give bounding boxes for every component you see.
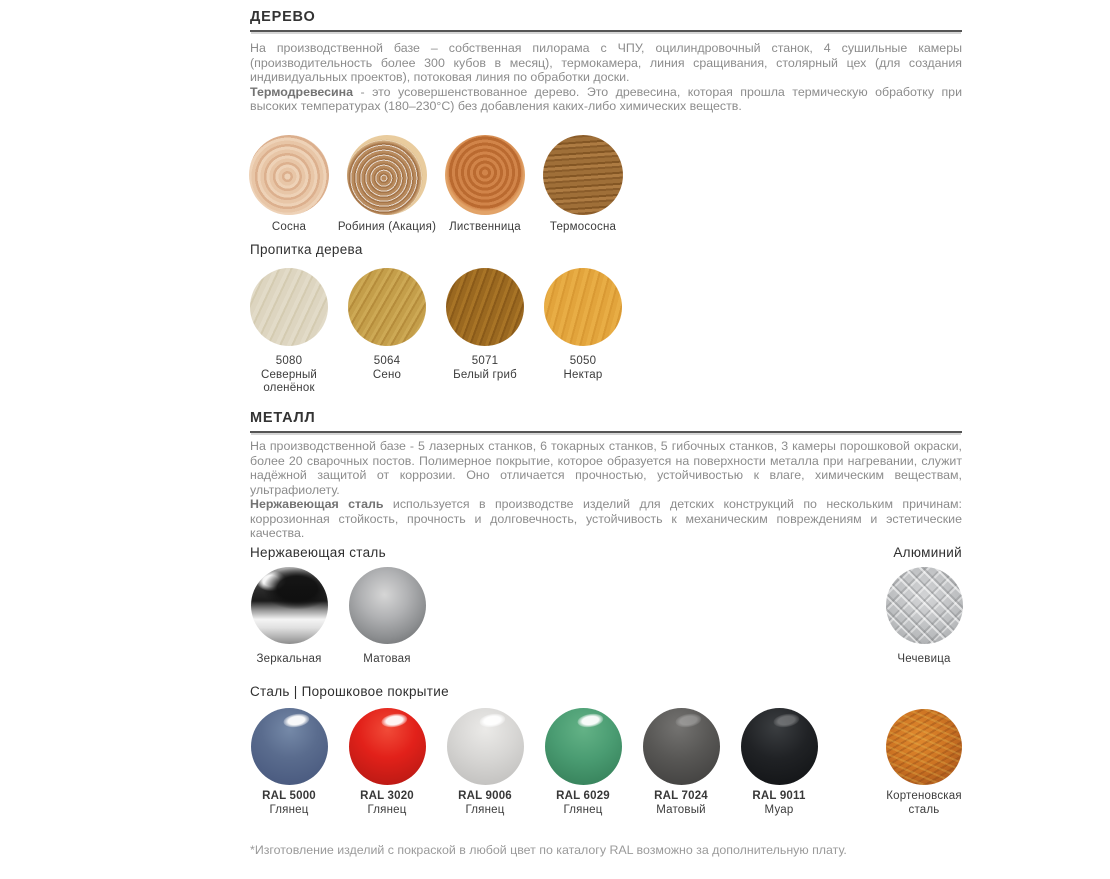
ral3020-image — [349, 708, 426, 785]
wood-intro-paragraph — [250, 41, 962, 85]
robinia-wood-image — [347, 135, 427, 215]
impregnation-code: 5071 — [471, 355, 499, 367]
powder-swatch-corten — [864, 709, 984, 817]
swatch-label: Зеркальная — [256, 653, 322, 665]
stainless-paragraph — [250, 497, 962, 541]
stainless-swatch-matte — [327, 567, 447, 667]
ral-code: RAL 3020 — [360, 790, 414, 802]
swatch-label — [523, 355, 643, 382]
ral-finish: Глянец — [269, 803, 309, 816]
impregnation-code: 5064 — [373, 355, 401, 367]
mirror-steel-image — [251, 567, 328, 644]
ral5000-image — [251, 708, 328, 785]
impregnation-name: Нектар — [563, 368, 603, 381]
impregnation-5050-image — [544, 268, 622, 346]
thermowood-paragraph — [250, 85, 962, 114]
metal-intro-text: На производственной базе - 5 лазерных станков, 6 токарных станков, 5 гибочных станков, 3 камеры порошковой окраски, более 20 сварочных постов. Полимерное покрытие, которое образуется на поверхности металла при нагревании, служит надёжной защитой от коррозии. Оно отличается прочностью, устойчивостью к влаге, химическим веществам, ультрафиолету. — [250, 439, 962, 497]
impregnation-5071-image — [446, 268, 524, 346]
ral-finish: Глянец — [465, 803, 505, 816]
thermowood-text: - это усовершенствованное дерево. Это древесина, которая прошла термическую обработку при высоких температурах (180–230°С) без добавления каких-либо химических веществ. — [250, 84, 962, 113]
stainless-title: Нержавеющая сталь — [250, 545, 386, 560]
ral-code: RAL 9006 — [458, 790, 512, 802]
ral-footnote: *Изготовление изделий с покраской в любой цвет по каталогу RAL возможно за дополнительную плату. — [250, 843, 847, 857]
wood-section-text — [250, 41, 962, 114]
impregnation-name: Белый гриб — [453, 368, 517, 381]
swatch-label: Чечевица — [897, 653, 951, 665]
ral-code: RAL 6029 — [556, 790, 610, 802]
swatch-label: Сосна — [271, 221, 307, 233]
ral-code: RAL 9011 — [752, 790, 806, 802]
ral-code: RAL 7024 — [654, 790, 708, 802]
larch-wood-image — [445, 135, 525, 215]
stainless-term: Нержавеющая сталь — [250, 497, 384, 511]
wood-intro-text: На производственной базе – собственная пилорама с ЧПУ, оцилиндровочный станок, 4 сушильные камеры (производительность более 300 кубов в месяц), термокамера, линия сращивания, столярный цех (для создания индивидуальных проектов), потоковая линия по обработки доски. — [250, 41, 962, 84]
corten-label-line2: сталь — [908, 803, 940, 816]
metal-intro-paragraph — [250, 439, 962, 497]
swatch-label: Лиственница — [449, 221, 521, 233]
ral6029-image — [545, 708, 622, 785]
metal-section-title: МЕТАЛЛ — [250, 409, 962, 433]
ral9011-image — [741, 708, 818, 785]
pine-wood-image — [249, 135, 329, 215]
ral-finish: Глянец — [563, 803, 603, 816]
impregnation-code: 5080 — [275, 355, 303, 367]
swatch-label — [719, 790, 839, 817]
checker-plate-image — [886, 567, 963, 644]
impregnation-name: Сено — [372, 368, 402, 381]
ral-code: RAL 5000 — [262, 790, 316, 802]
wood-section-title: ДЕРЕВО — [250, 8, 962, 32]
wood-swatch-thermopine — [523, 135, 643, 235]
impregnation-name: Северный оленёнок — [260, 368, 318, 394]
ral9006-image — [447, 708, 524, 785]
impregnation-5080-image — [250, 268, 328, 346]
thermowood-term: Термодревесина — [250, 84, 354, 99]
powder-title: Сталь | Порошковое покрытие — [250, 684, 449, 699]
aluminum-title: Алюминий — [893, 545, 962, 560]
corten-steel-image — [886, 709, 962, 785]
metal-section-text — [250, 439, 962, 541]
stainless-text: используется в производстве изделий для детских конструкций по нескольким причинам: коррозионная стойкость, прочность и долговечность, устойчивость к механическим повреждениям и эстетические качества. — [250, 497, 962, 540]
ral-finish: Матовый — [656, 803, 706, 816]
impregnation-title: Пропитка дерева — [250, 242, 363, 257]
aluminum-swatch-checker — [864, 567, 984, 667]
swatch-label: Робиния (Акация) — [337, 221, 437, 233]
impregnation-code: 5050 — [569, 355, 597, 367]
impregnation-5064-image — [348, 268, 426, 346]
ral-finish: Глянец — [367, 803, 407, 816]
ral-finish: Муар — [764, 803, 794, 816]
ral7024-image — [643, 708, 720, 785]
corten-label-line1: Кортеновская — [886, 790, 962, 802]
impregnation-swatch-5050 — [523, 268, 643, 382]
swatch-label — [864, 790, 984, 817]
swatch-label: Термососна — [549, 221, 617, 233]
thermopine-wood-image — [543, 135, 623, 215]
matte-steel-image — [349, 567, 426, 644]
powder-swatch-ral9011 — [719, 708, 839, 817]
swatch-label: Матовая — [363, 653, 411, 665]
